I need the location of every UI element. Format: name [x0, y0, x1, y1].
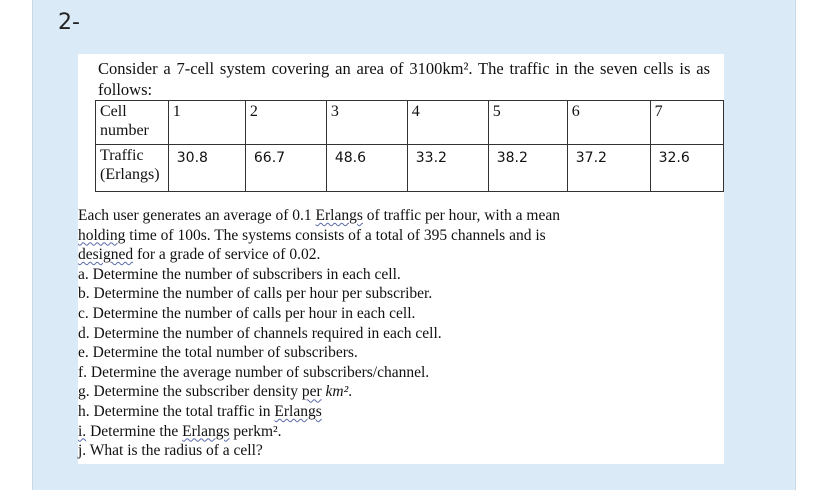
- traffic-label: Traffic (Erlangs): [96, 145, 169, 192]
- list-item: [78, 382, 618, 402]
- table-cell: 48.6: [326, 145, 407, 192]
- spellcheck-word: designed: [78, 246, 134, 264]
- intro-text: Consider a 7-cell system covering an area of 3100km². The traffic in the seven cells is as follows:: [98, 59, 710, 99]
- list-item: e. Determine the total number of subscribers.: [78, 344, 358, 362]
- table-cell: 2: [245, 101, 326, 145]
- table-cell: 4: [407, 101, 488, 145]
- table-row: [96, 145, 724, 192]
- table-cell: 3: [326, 101, 407, 145]
- table-cell: 38.2: [488, 145, 567, 192]
- text-fragment: for a grade of service of 0.02.: [133, 246, 321, 264]
- list-item: [78, 402, 618, 422]
- question-image: [78, 54, 724, 464]
- text-fragment: time of 100s. The systems consists of a total of 395 channels and is: [125, 226, 546, 244]
- table-cell: 5: [488, 101, 567, 145]
- spellcheck-word: Erlangs: [182, 422, 230, 440]
- table-cell: 32.6: [650, 145, 723, 192]
- table-cell: 33.2: [407, 145, 488, 192]
- table-cell: 30.8: [168, 145, 245, 192]
- text-fragment: h. Determine the total traffic in: [78, 402, 275, 420]
- text-fragment: km²: [321, 383, 349, 401]
- problem-body: [78, 206, 618, 461]
- text-fragment: Each user generates an average of 0.1: [78, 207, 316, 224]
- text-fragment: .: [277, 422, 282, 440]
- cell-number-label: Cell number: [96, 101, 169, 145]
- list-item: f. Determine the average number of subscribers/channel.: [78, 363, 430, 381]
- traffic-table: [95, 100, 724, 192]
- spellcheck-word: holding: [78, 226, 126, 244]
- table-cell: 37.2: [567, 145, 650, 192]
- frame-left-border: [32, 0, 33, 490]
- table-cell: 6: [567, 101, 650, 145]
- text-fragment: perkm²: [229, 422, 278, 440]
- problem-paragraph: [78, 206, 618, 265]
- list-item: [78, 422, 618, 442]
- question-number: 2-: [58, 10, 80, 35]
- table-cell: 66.7: [245, 145, 326, 192]
- text-fragment: .: [348, 383, 353, 401]
- spellcheck-word: per: [301, 383, 322, 401]
- table-cell: 1: [168, 101, 245, 145]
- list-item: b. Determine the number of calls per hour per subscriber.: [78, 285, 433, 303]
- spellcheck-word: Erlangs: [274, 402, 322, 420]
- text-fragment: Determine the: [86, 422, 183, 440]
- table-cell: 7: [650, 101, 723, 145]
- text-fragment: g. Determine the subscriber density: [78, 383, 302, 401]
- spellcheck-word: i.: [78, 422, 87, 440]
- list-item: j. What is the radius of a cell?: [78, 442, 263, 460]
- frame-right-border: [795, 0, 796, 490]
- text-fragment: of traffic per hour, with a mean: [362, 207, 560, 224]
- list-item: d. Determine the number of channels required in each cell.: [78, 324, 442, 342]
- list-item: a. Determine the number of subscribers in each cell.: [78, 265, 401, 283]
- spellcheck-word: Erlangs: [315, 207, 363, 224]
- list-item: c. Determine the number of calls per hour in each cell.: [78, 304, 416, 322]
- table-row: [96, 101, 724, 145]
